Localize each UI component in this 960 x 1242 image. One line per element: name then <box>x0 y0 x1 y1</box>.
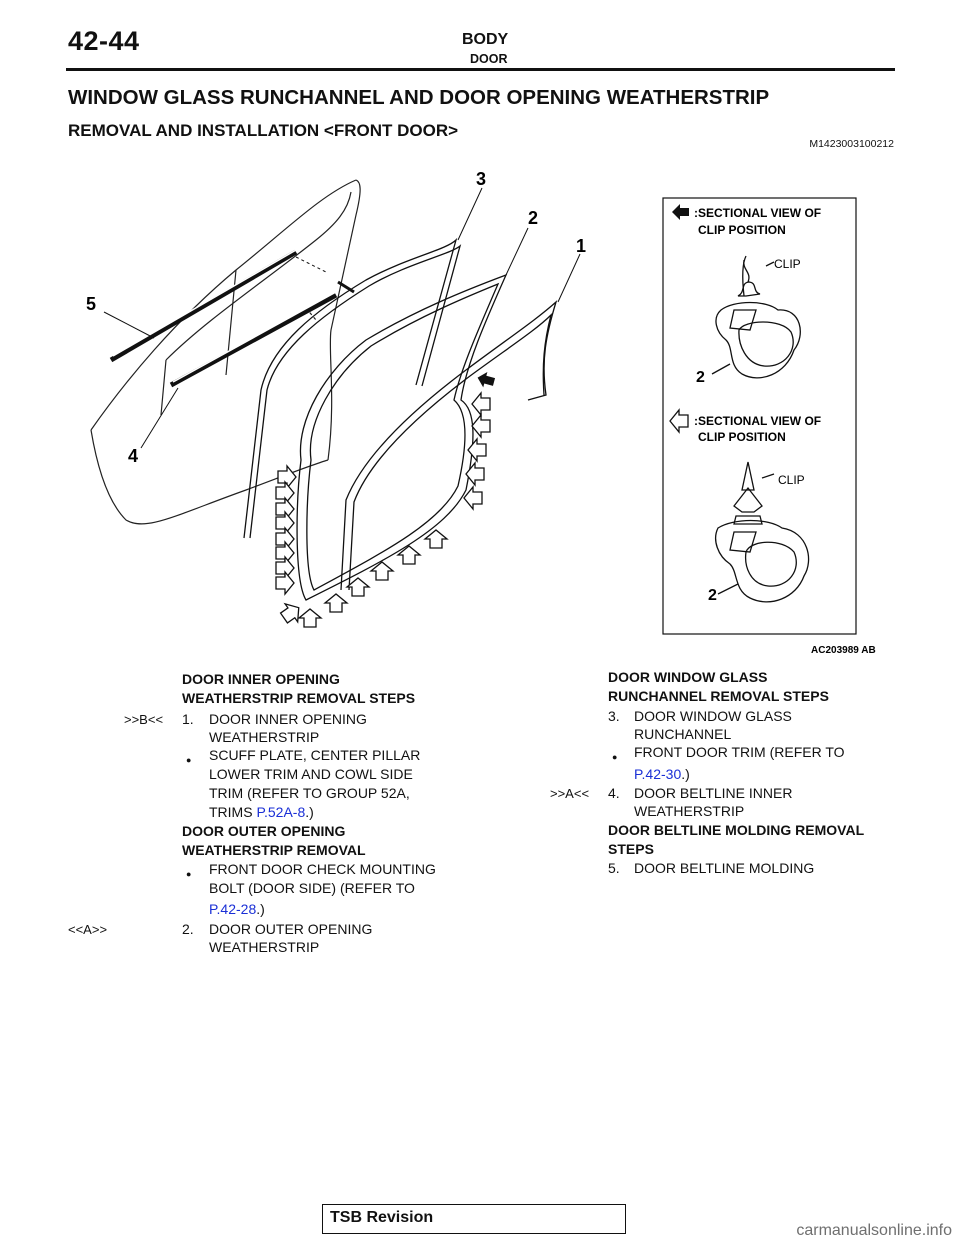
bullet2-line3 <box>209 900 265 919</box>
molding-heading-line2: STEPS <box>608 841 654 857</box>
legend-filled-line1: :SECTIONAL VIEW OF <box>694 206 822 220</box>
door-outline <box>91 180 360 524</box>
callout-1: 1 <box>576 236 587 256</box>
step3-line2: RUNCHANNEL <box>634 726 732 742</box>
runchannel-heading-line1: DOOR WINDOW GLASS <box>608 669 768 685</box>
callout-3: 3 <box>476 169 487 189</box>
step5-line1: DOOR BELTLINE MOLDING <box>634 860 815 876</box>
bullet-dot: ● <box>612 752 618 762</box>
outer-opening-weatherstrip <box>297 275 506 600</box>
clip-position-arrows <box>276 370 496 627</box>
step2-number: 2. <box>182 921 194 937</box>
legend-filled-line2: CLIP POSITION <box>698 223 786 237</box>
page-title: WINDOW GLASS RUNCHANNEL AND DOOR OPENING WEATHERSTRIP <box>68 86 770 109</box>
bullet1-suffix: .) <box>305 804 314 820</box>
link-p42-28[interactable]: P.42-28 <box>209 901 257 917</box>
step4-number: 4. <box>608 785 620 801</box>
figure-code: AC203989 AB <box>811 645 876 656</box>
step3-number: 3. <box>608 708 620 724</box>
step5-number: 5. <box>608 860 620 876</box>
link-p42-30[interactable]: P.42-30 <box>634 766 682 782</box>
step4-line2: WEATHERSTRIP <box>634 803 745 819</box>
callout-5: 5 <box>86 294 97 314</box>
runchannel-heading-line2: RUNCHANNEL REMOVAL STEPS <box>608 688 829 704</box>
door-weatherstrip-illustration <box>66 160 896 660</box>
bullet3-suffix: .) <box>681 766 690 782</box>
outer-weatherstrip-heading-line1: DOOR OUTER OPENING <box>182 823 346 839</box>
page-number: 42-44 <box>68 26 140 56</box>
subsection-title: DOOR <box>470 52 508 66</box>
inner-weatherstrip-heading-line1: DOOR INNER OPENING <box>182 671 340 687</box>
document-code: M1423003100212 <box>809 138 894 150</box>
step1-line2: WEATHERSTRIP <box>209 729 320 745</box>
watermark: carmanualsonline.info <box>796 1222 952 1239</box>
step1-number: 1. <box>182 711 194 727</box>
bullet1-line2: LOWER TRIM AND COWL SIDE <box>209 766 413 782</box>
bullet3-line1: FRONT DOOR TRIM (REFER TO <box>634 744 845 760</box>
inner-weatherstrip-heading-line2: WEATHERSTRIP REMOVAL STEPS <box>182 690 416 706</box>
bullet1-line4 <box>209 803 314 822</box>
outer-weatherstrip-heading-line2: WEATHERSTRIP REMOVAL <box>182 842 366 858</box>
inset-callout-top: 2 <box>696 369 705 386</box>
clip-label-bottom: CLIP <box>778 473 805 487</box>
section-title: BODY <box>462 31 509 48</box>
step2-line2: WEATHERSTRIP <box>209 939 320 955</box>
beltline-parts <box>111 250 354 385</box>
bullet2-line1: FRONT DOOR CHECK MOUNTING <box>209 861 436 877</box>
procedure-title: REMOVAL AND INSTALLATION <FRONT DOOR> <box>68 121 459 140</box>
clip-section-view-top <box>712 256 800 378</box>
step2-line1: DOOR OUTER OPENING <box>209 921 373 937</box>
molding-heading-line1: DOOR BELTLINE MOLDING REMOVAL <box>608 822 865 838</box>
header-rule <box>66 68 895 71</box>
bullet2-suffix: .) <box>256 901 265 917</box>
bullet2-line2: BOLT (DOOR SIDE) (REFER TO <box>209 880 415 896</box>
bullet1-line3: TRIM (REFER TO GROUP 52A, <box>209 785 410 801</box>
callout-2: 2 <box>528 208 539 228</box>
legend-outline-line1: :SECTIONAL VIEW OF <box>694 414 822 428</box>
bullet-dot: ● <box>186 869 192 879</box>
inset-callout-bottom: 2 <box>708 587 717 604</box>
link-p52a-8[interactable]: P.52A-8 <box>256 804 306 820</box>
legend-outline-line2: CLIP POSITION <box>698 430 786 444</box>
bullet3-line2 <box>634 765 690 784</box>
bullet1-line1: SCUFF PLATE, CENTER PILLAR <box>209 747 421 763</box>
callout-4: 4 <box>128 446 139 466</box>
step1-line1: DOOR INNER OPENING <box>209 711 367 727</box>
clip-label-top: CLIP <box>774 257 801 271</box>
bullet1-prefix: TRIMS <box>209 804 257 820</box>
bullet-dot: ● <box>186 755 192 765</box>
step1-marker: >>B<< <box>124 712 164 727</box>
step3-line1: DOOR WINDOW GLASS <box>634 708 792 724</box>
step4-marker: >>A<< <box>550 786 590 801</box>
step4-line1: DOOR BELTLINE INNER <box>634 785 793 801</box>
tsb-revision-label: TSB Revision <box>330 1209 434 1226</box>
step2-marker: <<A>> <box>68 922 108 937</box>
